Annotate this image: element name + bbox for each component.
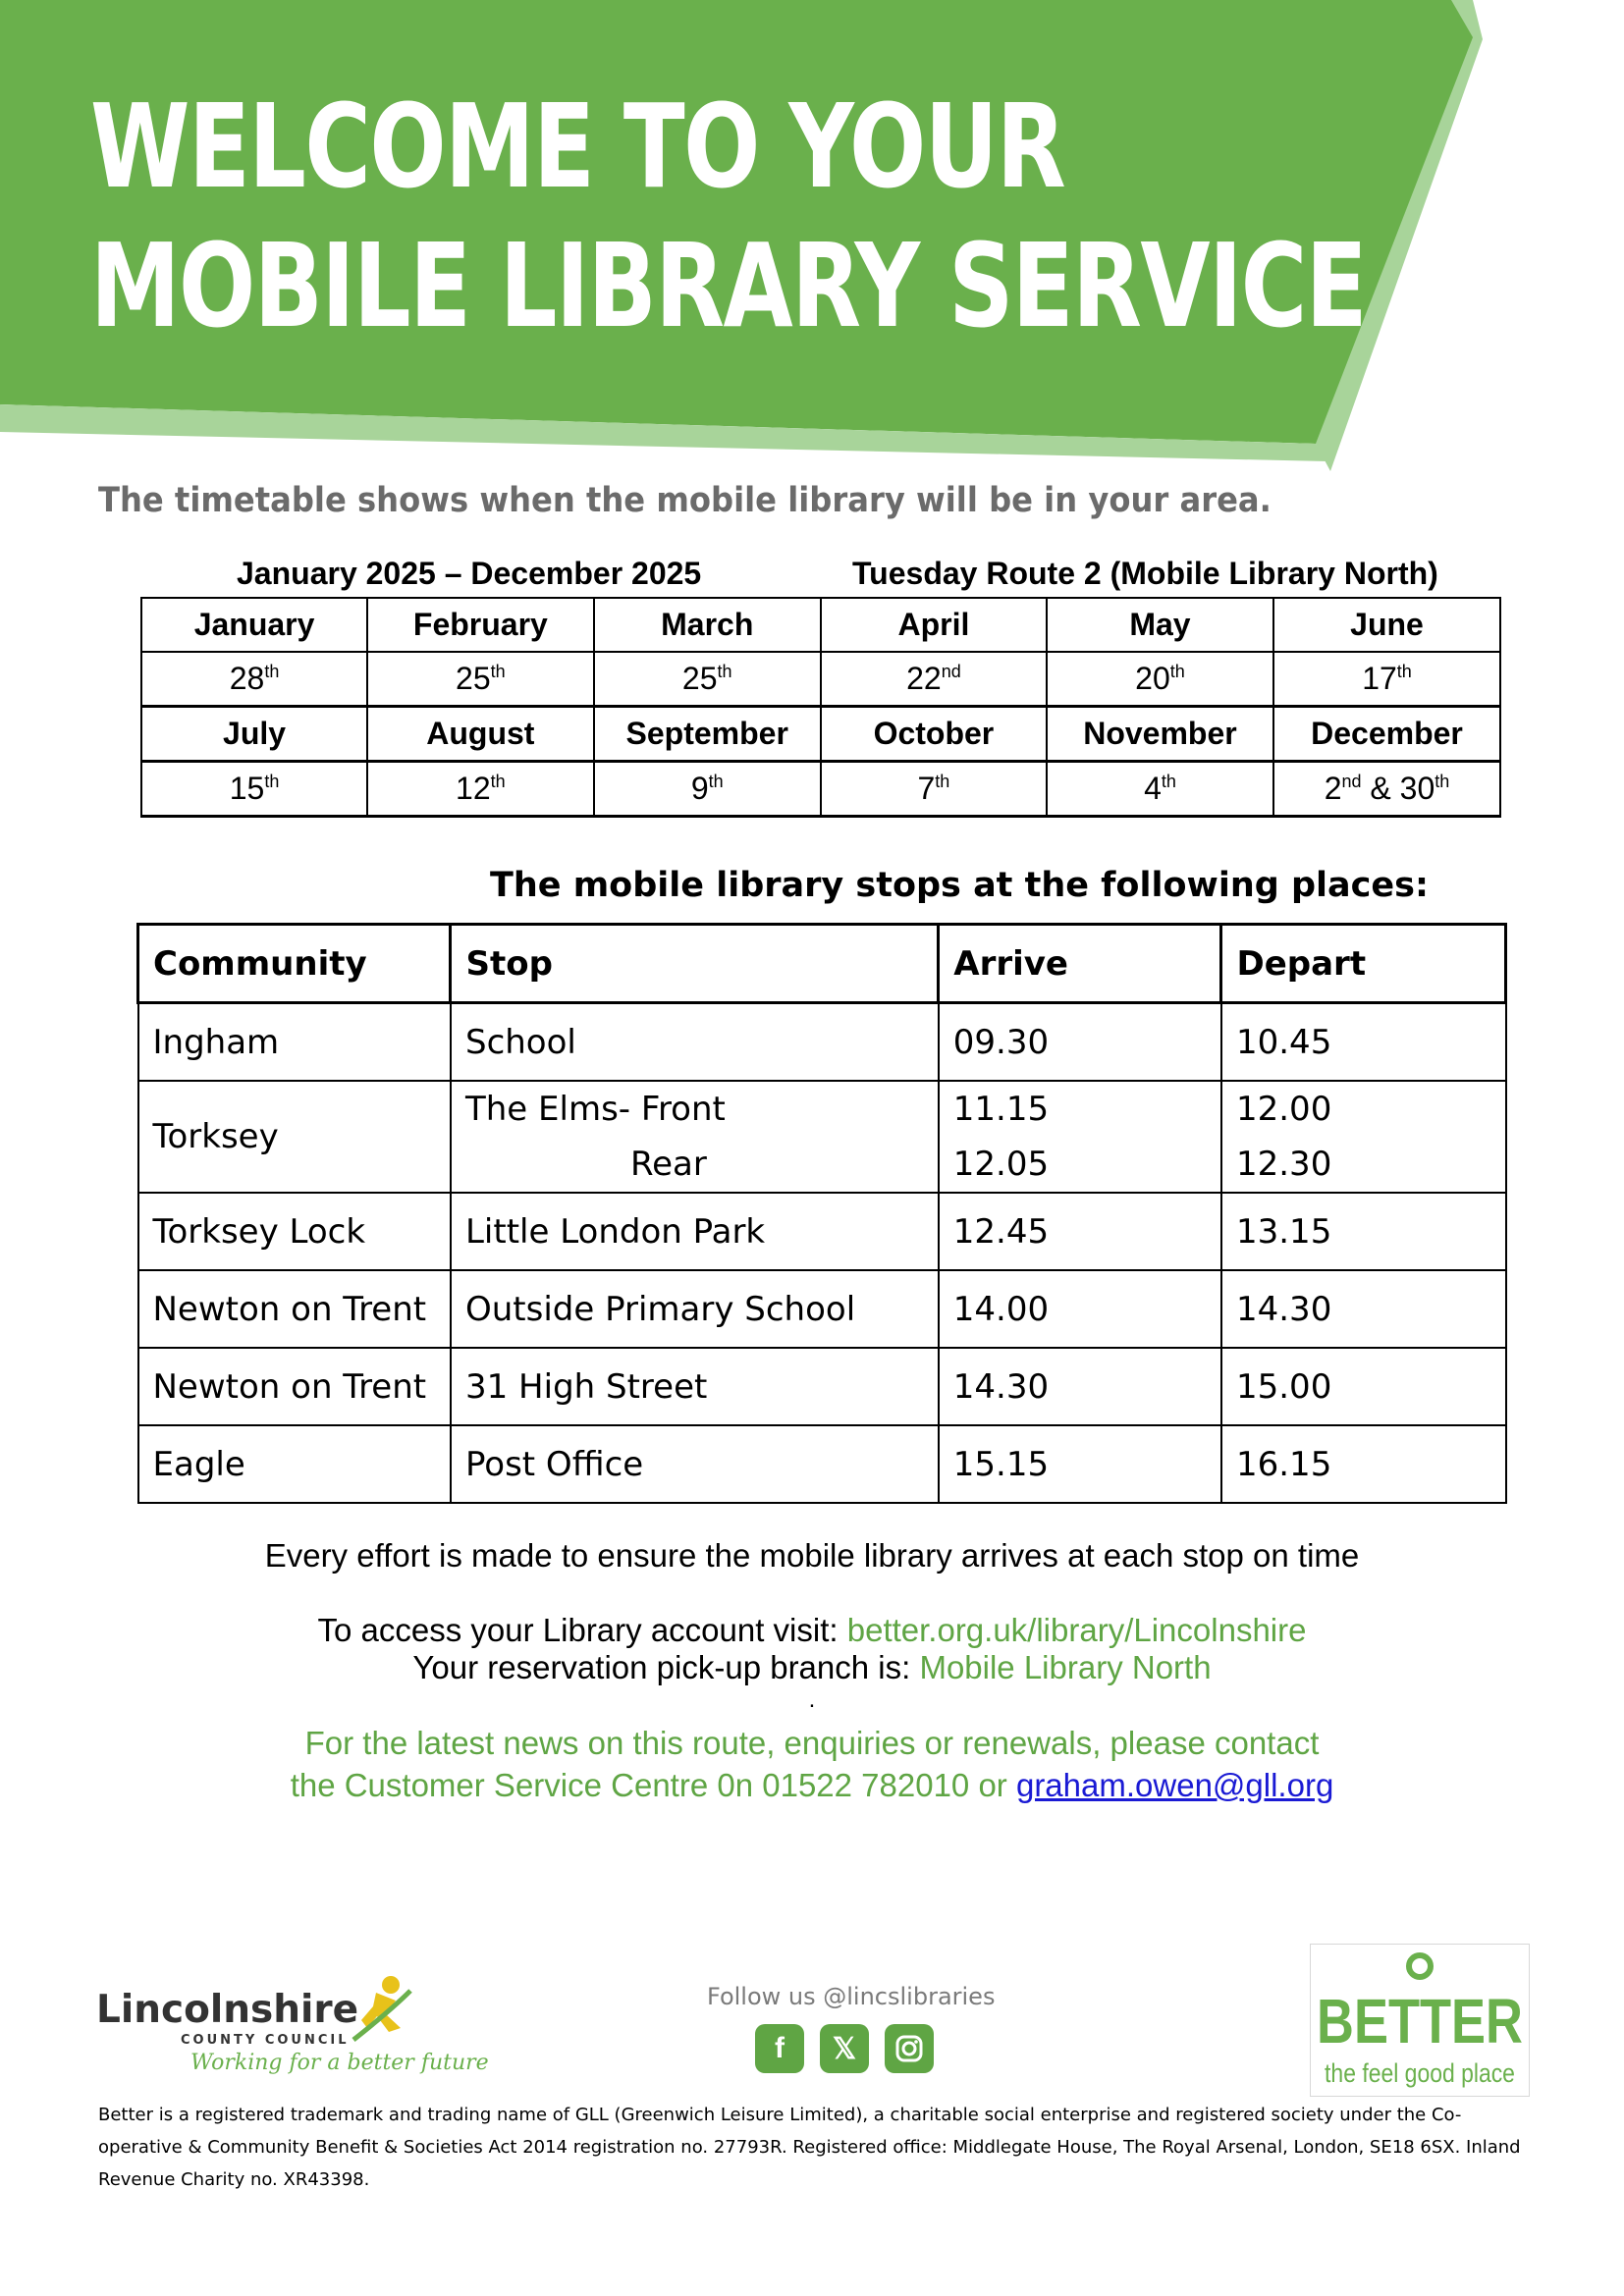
month-name: October: [821, 707, 1047, 762]
account-link[interactable]: better.org.uk/library/Lincolnshire: [846, 1612, 1307, 1648]
month-dates-table: [140, 597, 1501, 818]
table-row: [138, 1270, 1506, 1348]
month-dates-row-1: [141, 652, 1500, 707]
month-date: 20th: [1047, 652, 1273, 707]
better-logo: [1310, 1944, 1530, 2097]
month-name: January: [141, 598, 367, 652]
community-cell: Ingham: [138, 1003, 451, 1082]
stops-title: The mobile library stops at the following places:: [490, 866, 1429, 905]
month-name: April: [821, 598, 1047, 652]
month-name: July: [141, 707, 367, 762]
month-name: November: [1047, 707, 1273, 762]
contact-line-2: the Customer Service Centre 0n 01522 782010 or graham.owen@gll.org: [290, 1767, 1334, 1803]
svg-text:Working for a better future: Working for a better future: [190, 2051, 489, 2075]
month-name: June: [1273, 598, 1500, 652]
on-time-note: Every effort is made to ensure the mobile library arrives at each stop on time: [264, 1537, 1360, 1574]
facebook-icon[interactable]: f: [755, 2024, 804, 2073]
depart-cell: 15.00: [1221, 1348, 1506, 1425]
depart-cell: 16.15: [1221, 1425, 1506, 1503]
timetable-route: Tuesday Route 2 (Mobile Library North): [852, 556, 1438, 591]
stop-cell: School: [451, 1003, 939, 1082]
column-header: Depart: [1221, 925, 1506, 1003]
arrive-cell: 14.00: [939, 1270, 1221, 1348]
arrive-cell: 14.30: [939, 1348, 1221, 1425]
branch-line: Your reservation pick-up branch is: Mobile Library North: [412, 1649, 1212, 1685]
email-link[interactable]: graham.owen@gll.org: [1015, 1767, 1334, 1803]
column-header: Community: [138, 925, 451, 1003]
month-date: 4th: [1047, 762, 1273, 817]
svg-text:BETTER: BETTER: [1317, 1987, 1523, 2057]
month-date: 25th: [594, 652, 821, 707]
month-date: 28th: [141, 652, 367, 707]
arrive-cell: 12.45: [939, 1193, 1221, 1270]
timetable-period: January 2025 – December 2025: [237, 556, 702, 591]
svg-text:the feel good place: the feel good place: [1325, 2058, 1515, 2089]
month-names-row-1: [141, 598, 1500, 652]
stops-table: [136, 923, 1507, 1504]
stops-header-row: [138, 925, 1506, 1003]
month-date: 12th: [367, 762, 594, 817]
contact-line-1: For the latest news on this route, enquiries or renewals, please contact: [304, 1725, 1320, 1761]
stop-cell: Outside Primary School: [451, 1270, 939, 1348]
header-banner: [0, 0, 1624, 471]
account-line: To access your Library account visit: better.org.uk/library/Lincolnshire: [317, 1612, 1307, 1648]
month-name: December: [1273, 707, 1500, 762]
depart-cell: 14.30: [1221, 1270, 1506, 1348]
month-date: 17th: [1273, 652, 1500, 707]
intro-text: The timetable shows when the mobile library will be in your area.: [98, 481, 1272, 520]
stop-cell: The Elms- Front Rear: [451, 1081, 939, 1193]
svg-text:Lincolnshire: Lincolnshire: [96, 1988, 359, 2032]
table-row: [138, 1193, 1506, 1270]
community-cell: Newton on Trent: [138, 1348, 451, 1425]
column-header: Stop: [451, 925, 939, 1003]
month-name: February: [367, 598, 594, 652]
separator-dot: .: [808, 1686, 816, 1713]
month-date: 2nd & 30th: [1273, 762, 1500, 817]
arrive-cell: 11.15 12.05: [939, 1081, 1221, 1193]
table-row: [138, 1081, 1506, 1193]
column-header: Arrive: [939, 925, 1221, 1003]
table-row: [138, 1425, 1506, 1503]
month-date: 15th: [141, 762, 367, 817]
legal-notice: Better is a registered trademark and trading name of GLL (Greenwich Leisure Limited), a charitable social enterprise and registered society under the Co-operative & Community Benefit & Societies Act 2014 registration no. 27793R. Registered office: Middlegate House, The Royal Arsenal, London, SE18 6SX. Inland Revenue Charity no. XR43398.: [98, 2105, 1521, 2190]
follow-us: [707, 1983, 996, 2073]
follow-text: Follow us @lincslibraries: [707, 1983, 996, 2010]
stop-cell: 31 High Street: [451, 1348, 939, 1425]
month-date: 22nd: [821, 652, 1047, 707]
table-row: [138, 1003, 1506, 1082]
stop-cell: Little London Park: [451, 1193, 939, 1270]
arrive-cell: 09.30: [939, 1003, 1221, 1082]
community-cell: Eagle: [138, 1425, 451, 1503]
month-name: May: [1047, 598, 1273, 652]
stop-cell: Post Office: [451, 1425, 939, 1503]
month-date: 7th: [821, 762, 1047, 817]
x-icon[interactable]: 𝕏: [820, 2024, 869, 2073]
month-name: August: [367, 707, 594, 762]
community-cell: Torksey Lock: [138, 1193, 451, 1270]
arrive-cell: 15.15: [939, 1425, 1221, 1503]
depart-cell: 10.45: [1221, 1003, 1506, 1082]
page-title: WELCOME TO YOUR MOBILE LIBRARY SERVICE: [90, 79, 1367, 353]
depart-cell: 13.15: [1221, 1193, 1506, 1270]
month-date: 9th: [594, 762, 821, 817]
month-date: 25th: [367, 652, 594, 707]
month-names-row-2: [141, 707, 1500, 762]
community-cell: Newton on Trent: [138, 1270, 451, 1348]
instagram-icon[interactable]: [885, 2024, 934, 2073]
month-dates-row-2: [141, 762, 1500, 817]
community-cell: Torksey: [138, 1081, 451, 1193]
lincolnshire-logo: [96, 1971, 489, 2089]
month-name: March: [594, 598, 821, 652]
table-row: [138, 1348, 1506, 1425]
month-name: September: [594, 707, 821, 762]
depart-cell: 12.00 12.30: [1221, 1081, 1506, 1193]
svg-text:COUNTY COUNCIL: COUNTY COUNCIL: [181, 2033, 350, 2048]
